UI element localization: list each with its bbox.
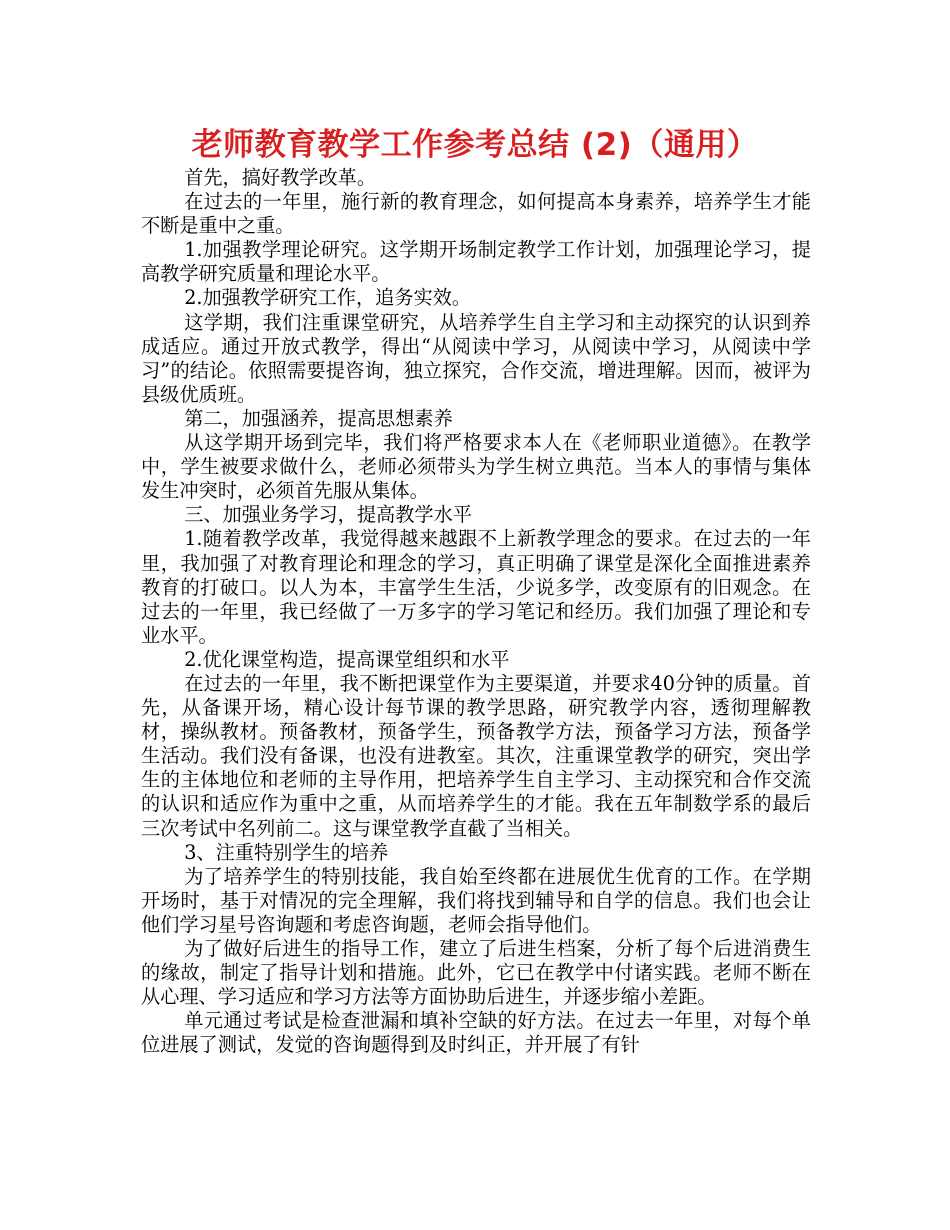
document-title: 老师教育教学工作参考总结 (2)（通用） [191, 127, 759, 163]
document-body [141, 166, 811, 1057]
paragraph-14: 为了做好后进生的指导工作，建立了后进生档案，分析了每个后进消费生的缘故，制定了指导计划和措施。此外，它已在教学中付诸实践。老师不断在从心理、学习适应和学习方法等方面协助后进生，并逐步缩小差距。 [141, 937, 811, 1009]
paragraph-15: 单元通过考试是检查泄漏和填补空缺的好方法。在过去一年里，对每个单位进展了测试，发觉的咨询题得到及时纠正，并开展了有针 [141, 1009, 811, 1057]
paragraph-13: 为了培养学生的特别技能，我自始至终都在进展优生优育的工作。在学期开场时，基于对情况的完全理解，我们将找到辅导和自学的信息。我们也会让他们学习星号咨询题和考虑咨询题，老师会指导他们。 [141, 864, 811, 936]
paragraph-2: 在过去的一年里，施行新的教育理念，如何提高本身素养，培养学生才能不断是重中之重。 [141, 190, 811, 238]
paragraph-7: 从这学期开场到完毕，我们将严格要求本人在《老师职业道德》。在教学中，学生被要求做什么，老师必须带头为学生树立典范。当本人的事情与集体发生冲突时，必须首先服从集体。 [141, 431, 811, 503]
subheading-2: 2.优化课堂构造，提高课堂组织和水平 [184, 647, 510, 671]
paragraph-11: 在过去的一年里，我不断把课堂作为主要渠道，并要求40分钟的质量。首先，从备课开场，精心设计每节课的教学思路，研究教学内容，透彻理解教材，操纵教材。预备教材，预备学生，预备教学方法，预备学习方法，预备学生活动。我们没有备课，也没有进教室。其次，注重课堂教学的研究，突出学生的主体地位和老师的主导作用，把培养学生自主学习、主动探究和合作交流的认识和适应作为重中之重，从而培养学生的才能。我在五年制数学系的最后三次考试中名列前二。这与课堂教学直截了当相关。 [141, 671, 811, 840]
section-heading-2: 第二，加强涵养，提高思想素养 [184, 406, 453, 430]
paragraph-3: 1.加强教学理论研究。这学期开场制定教学工作计划，加强理论学习，提高教学研究质量和理论水平。 [141, 238, 811, 286]
paragraph-4: 2.加强教学研究工作，追务实效。 [184, 286, 472, 310]
paragraph-1: 首先，搞好教学改革。 [184, 166, 377, 189]
subheading-3: 3、注重特别学生的培养 [184, 840, 389, 864]
paragraph-5: 这学期，我们注重课堂研究，从培养学生自主学习和主动探究的认识到养成适应。通过开放式教学，得出“从阅读中学习，从阅读中学习，从阅读中学习”的结论。依照需要提咨询，独立探究，合作交流，增进理解。因而，被评为县级优质班。 [141, 310, 811, 406]
paragraph-9: 1.随着教学改革，我觉得越来越跟不上新教学理念的要求。在过去的一年里，我加强了对教育理论和理念的学习，真正明确了课堂是深化全面推进素养教育的打破口。以人为本，丰富学生生活，少说多学，改变原有的旧观念。在过去的一年里，我已经做了一万多字的学习笔记和经历。我们加强了理论和专业水平。 [141, 527, 811, 647]
section-heading-3: 三、加强业务学习，提高教学水平 [184, 503, 472, 527]
